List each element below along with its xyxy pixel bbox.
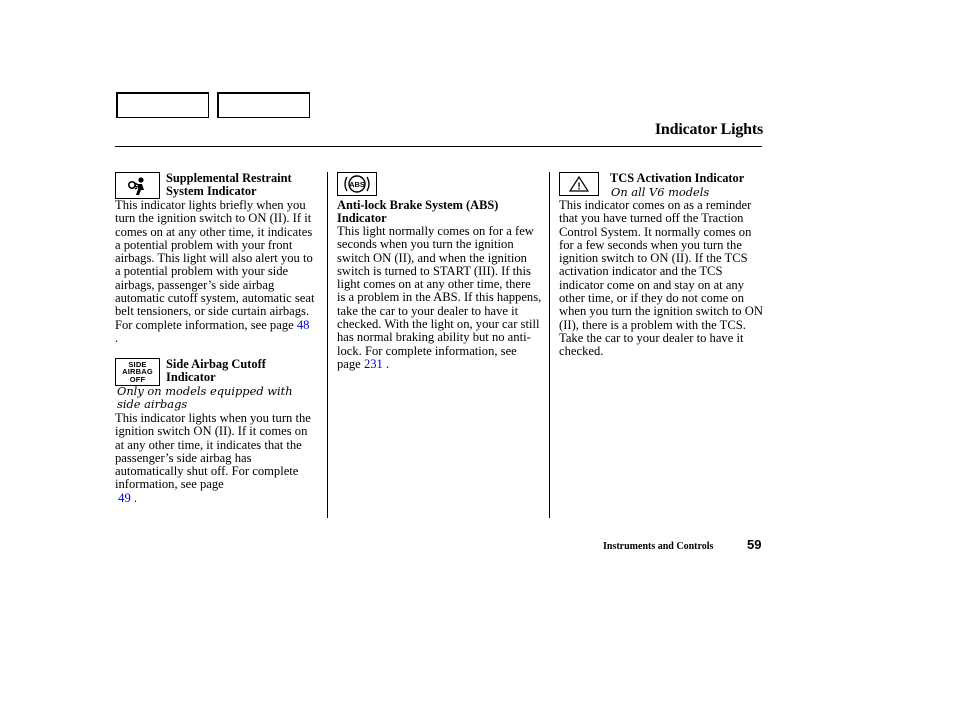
side-airbag-body: This indicator lights when you turn the ignition switch ON (II). If it comes on at any other time, it indicates that the passenger’s side airbag has automatically shut off. For complete information, see page 49 .: [115, 411, 311, 505]
side-airbag-icon-label-off: OFF: [129, 374, 146, 384]
side-airbag-page-link[interactable]: 49: [118, 490, 131, 505]
abs-body-text: This light normally comes on for a few seconds when you turn the ignition switch ON (II), and when the ignition switch is turned to START (III). If this light comes on at any other time, there is a problem in the ABS. If this happens, take the car to your dealer to have it checked. With the light on, your car still has normal braking ability but no anti-lock. For complete information, see page: [337, 224, 542, 371]
tcs-heading: TCS Activation Indicator: [610, 171, 745, 185]
side-airbag-icon-label-side: SIDE: [128, 359, 147, 369]
nav-button-index[interactable]: [217, 92, 310, 118]
tcs-body: This indicator comes on as a reminder that you have turned off the Traction Control System. It normally comes on for a few seconds when you turn the ignition switch to ON (II). If the TCS activation indicator and the TCS indicator come on and stay on at any other time, or if they do not come on when you turn the ignition switch to ON (II), there is a problem with the TCS. Take the car to your dealer to have it checked.: [559, 198, 763, 359]
abs-body: This light normally comes on for a few seconds when you turn the ignition switch ON (II), and when the ignition switch is turned to START (III). If this light comes on at any other time, there is a problem in the ABS. If this happens, take the car to your dealer to have it checked. With the light on, your car still has normal braking ability but no anti-lock. For complete information, see page 231 .: [337, 224, 542, 371]
side-airbag-icon-label-airbag: AIRBAG: [122, 367, 153, 377]
abs-icon: [337, 172, 377, 196]
side-airbag-heading: Side Airbag Cutoff Indicator: [166, 357, 266, 385]
srs-heading: Supplemental Restraint System Indicator: [166, 171, 292, 199]
warning-icon-label: !: [577, 181, 581, 193]
footer-section-label: Instruments and Controls: [603, 541, 714, 552]
column-divider: [327, 172, 328, 518]
side-airbag-body-text: This indicator lights when you turn the ignition switch ON (II). If it comes on at any other time, it indicates that the passenger’s side airbag has automatically shut off. For complete information, see page: [115, 411, 311, 492]
srs-body: This indicator lights briefly when you turn the ignition switch to ON (II). If it comes on at any other time, it indicates a potential problem with your front airbags. This light will also alert you to a potential problem with your side airbags, passenger’s side airbag automatic cutoff system, automatic seat belt tensioners, or side curtain airbags. For complete information, see page 48 .: [115, 198, 315, 345]
abs-heading: Anti-lock Brake System (ABS) Indicator: [337, 198, 499, 226]
abs-icon-label: ABS: [349, 179, 365, 189]
page-title: Indicator Lights: [654, 121, 763, 138]
side-airbag-note: Only on models equipped with side airbags: [117, 384, 293, 412]
abs-page-link[interactable]: 231: [363, 356, 383, 371]
side-airbag-off-icon: [115, 358, 160, 386]
title-rule: [115, 146, 762, 147]
nav-button-contents[interactable]: [116, 92, 209, 118]
srs-body-text: This indicator lights briefly when you turn the ignition switch to ON (II). If it comes on at any other time, it indicates a potential problem with your front airbags. This light will also alert you to a potential problem with your side airbags, passenger’s side airbag automatic cutoff system, automatic seat belt tensioners, or side curtain airbags. For complete information, see page: [115, 198, 315, 332]
footer-page-number: 59: [747, 537, 762, 552]
tcs-note: On all V6 models: [611, 185, 710, 199]
column-divider: [549, 172, 550, 518]
srs-page-link[interactable]: 48: [296, 317, 310, 332]
airbag-person-icon: [115, 172, 160, 199]
warning-triangle-icon: [559, 172, 599, 196]
